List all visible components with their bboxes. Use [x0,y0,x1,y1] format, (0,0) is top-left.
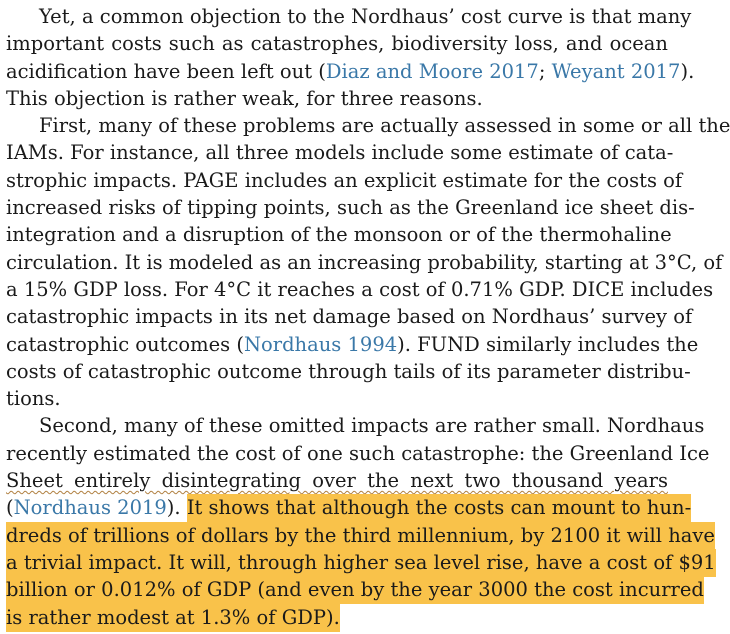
text-line: costs of catastrophic outcome through tails of its parameter distribu- [6,359,691,383]
document-page [6,3,730,631]
highlighted-text: a trivial impact. It will, through higher sea level rise, have a cost of $91 [6,550,716,574]
text-line: IAMs. For instance, all three models include some estimate of cata- [6,141,674,165]
text-line: This objection is rather weak, for three reasons. [6,86,483,110]
text-line: tions. [6,387,61,411]
text-line: (Nordhaus 2019). It shows that although the costs can mount to hun- [6,496,692,520]
highlighted-text: billion or 0.012% of GDP (and even by the year 3000 the cost incurred [6,578,704,602]
text-line [6,549,716,576]
text-line [6,604,668,631]
text-line: catastrophic outcomes (Nordhaus 1994). FUND similarly includes the [6,332,699,356]
citation-link[interactable]: Nordhaus 2019 [13,496,167,520]
highlighted-text: is rather modest at 1.3% of GDP). [6,605,340,629]
text-line: Sheet entirely disintegrating over the next two thousand years [6,469,668,493]
text-line: catastrophic impacts in its net damage based on Nordhaus’ survey of [6,305,693,329]
text-line: acidification have been left out (Diaz and Moore 2017; Weyant 2017). [6,59,695,83]
text-line: circulation. It is modeled as an increasing probability, starting at 3°C, of [6,250,723,274]
text-line: Yet, a common objection to the Nordhaus’ cost curve is that many [39,5,692,28]
paragraph-1 [6,3,695,112]
citation-link[interactable]: Diaz and Moore 2017 [325,59,539,83]
paragraph-2 [6,112,730,412]
text-line: Second, many of these omitted impacts are rather small. Nordhaus [39,414,705,438]
paragraph-3 [6,412,716,630]
text-line: important costs such as catastrophes, biodiversity loss, and ocean [6,32,668,56]
text-line: strophic impacts. PAGE includes an explicit estimate for the costs of [6,168,683,192]
citation-link[interactable]: Nordhaus 1994 [243,332,398,356]
text-line: First, many of these problems are actually assessed in some or all the [39,114,730,138]
text-line: a 15% GDP loss. For 4°C it reaches a cost of 0.71% GDP. DICE includes [6,277,714,301]
highlighted-text: dreds of trillions of dollars by the third millennium, by 2100 it will have [6,523,715,547]
text-line: recently estimated the cost of one such catastrophe: the Greenland Ice [6,441,710,465]
citation-link[interactable]: Weyant 2017 [551,59,681,83]
text-line: increased risks of tipping points, such as the Greenland ice sheet dis- [6,196,695,220]
text-line [6,522,715,549]
highlighted-text: It shows that although the costs can mount to hun- [186,496,692,520]
text-line [6,576,704,603]
text-line: integration and a disruption of the monsoon or of the thermohaline [6,223,672,247]
